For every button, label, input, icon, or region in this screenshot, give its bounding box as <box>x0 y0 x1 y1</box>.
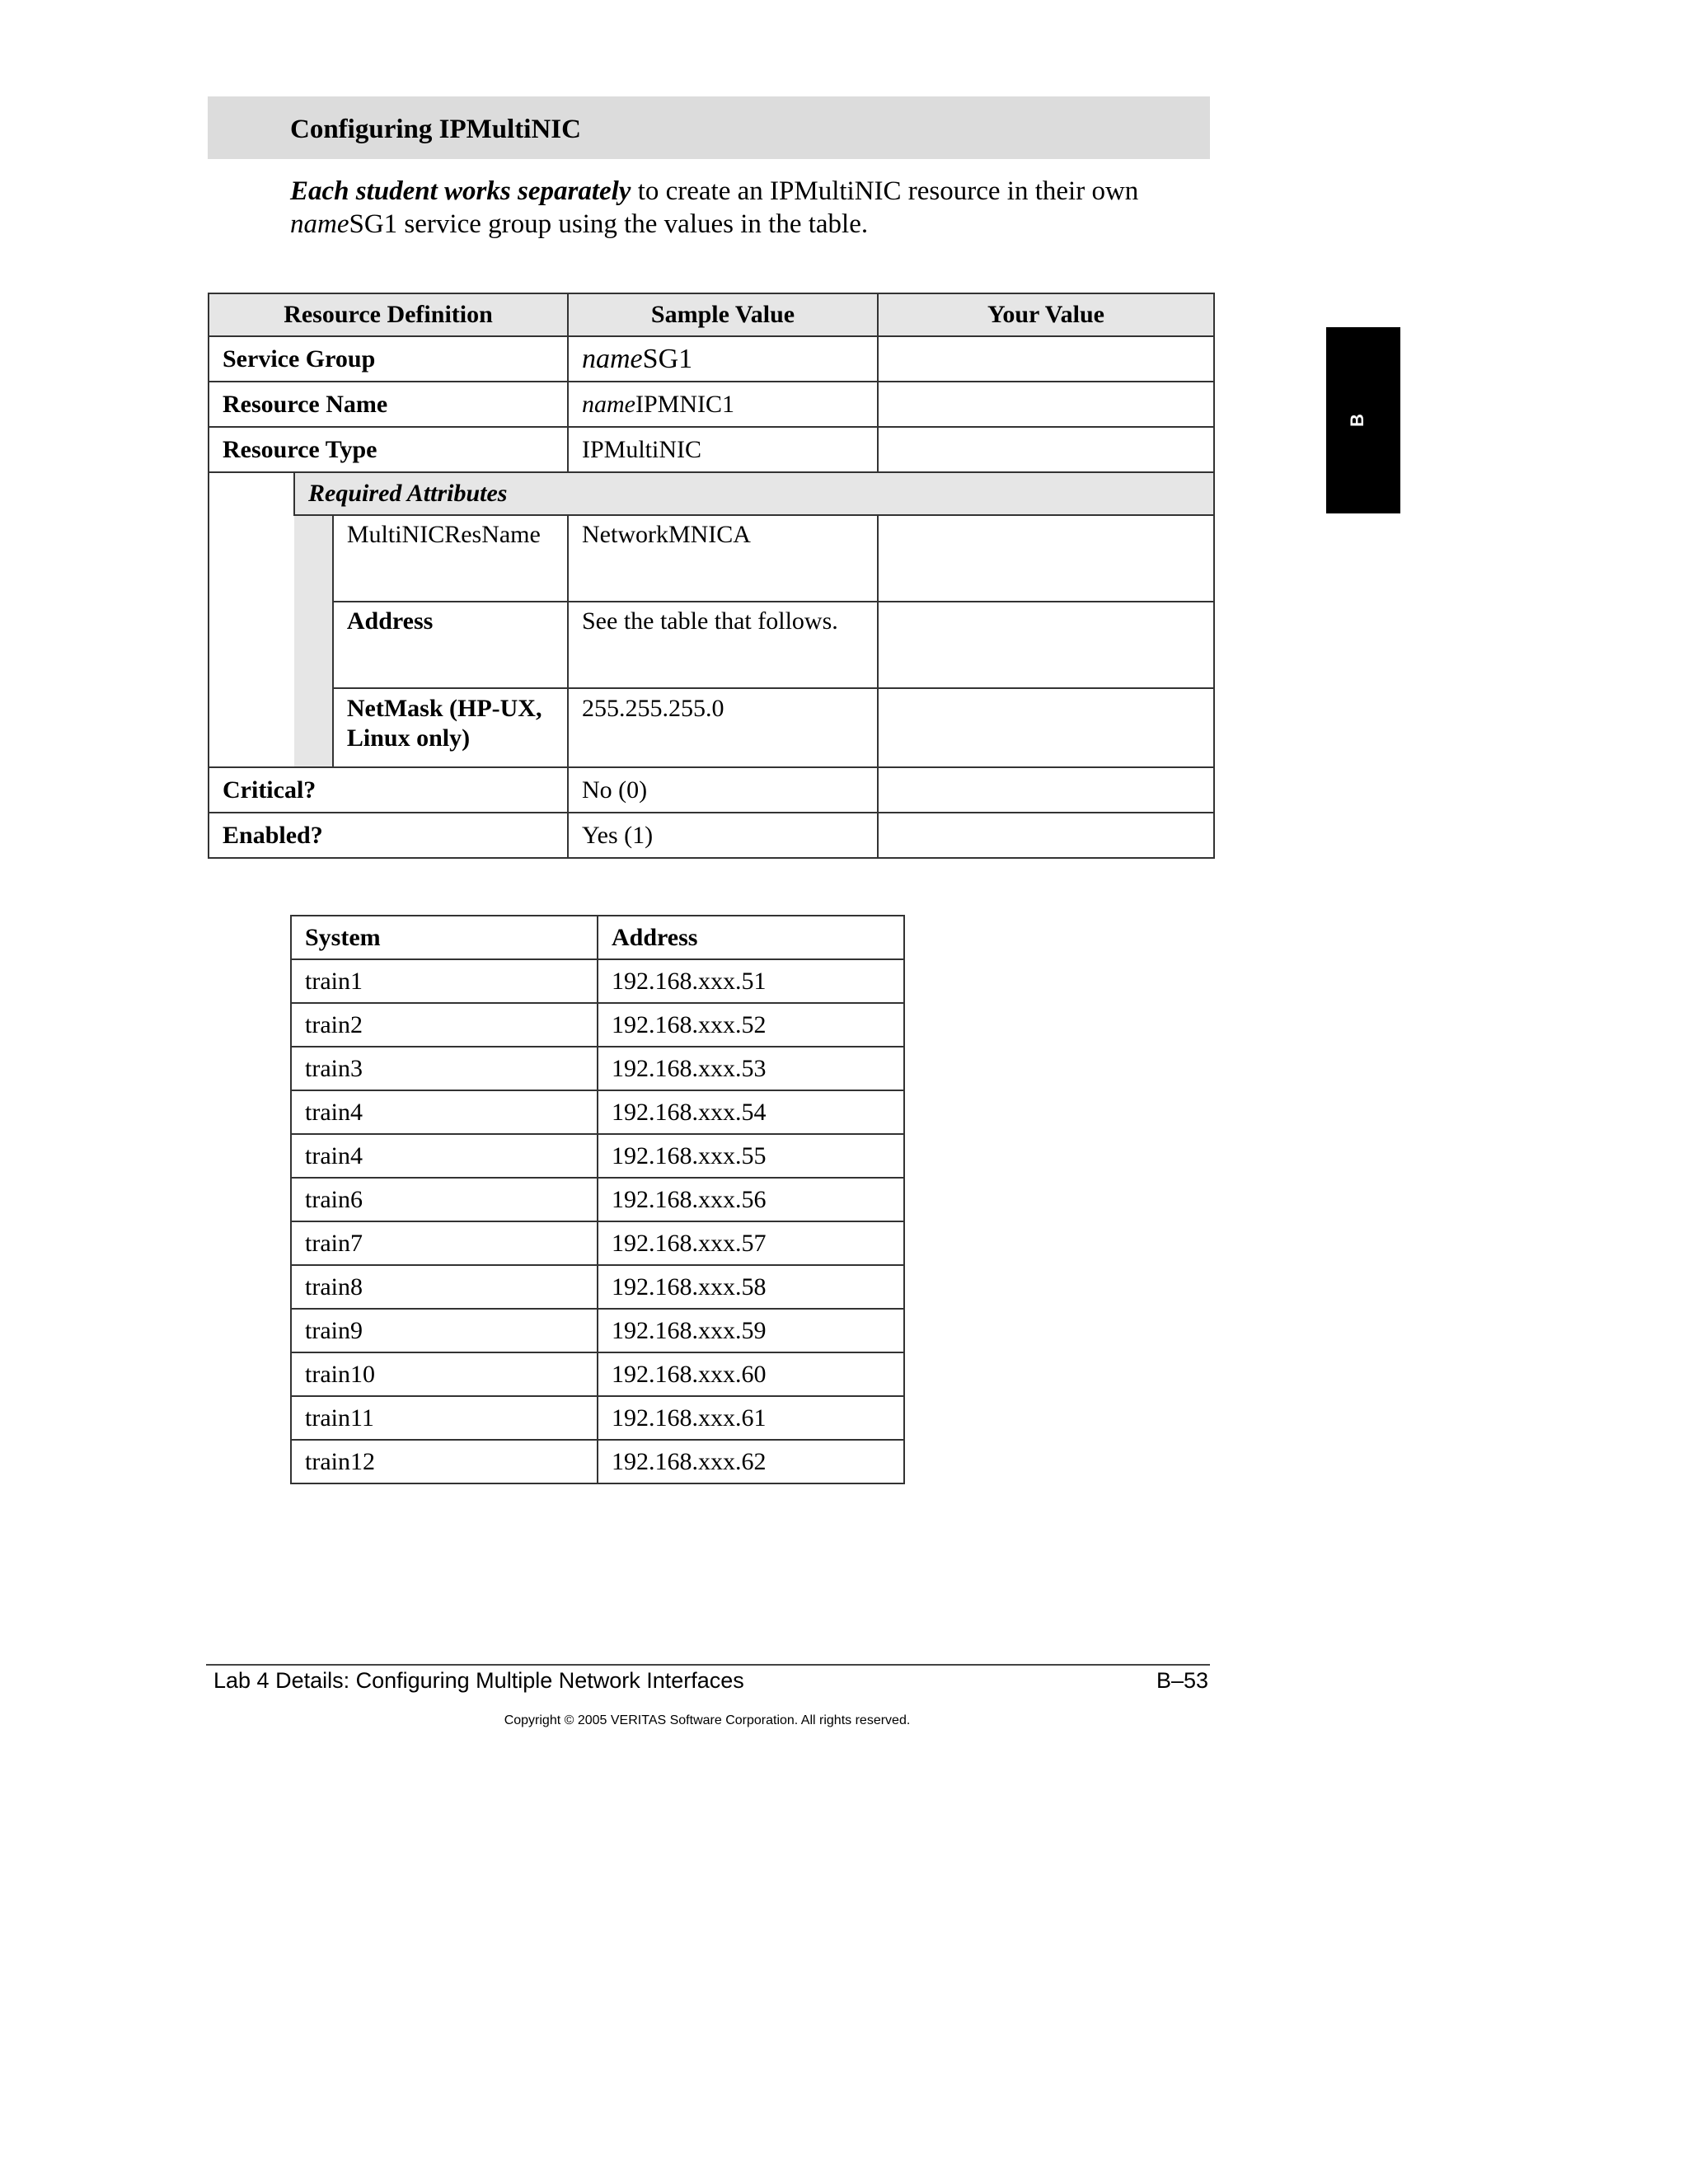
header-resource-definition: Resource Definition <box>209 293 568 336</box>
attr-row-netmask <box>209 688 1214 767</box>
critical-your-value[interactable] <box>878 767 1214 813</box>
resource-table <box>208 293 1215 859</box>
service-group-your-value[interactable] <box>878 336 1214 382</box>
service-group-value: SG1 <box>642 343 693 374</box>
address-cell: 192.168.xxx.62 <box>598 1440 904 1483</box>
service-group-sample <box>568 336 878 382</box>
address-cell: 192.168.xxx.59 <box>598 1309 904 1352</box>
attr-your-netmask[interactable] <box>878 688 1214 767</box>
address-cell: 192.168.xxx.51 <box>598 959 904 1003</box>
address-cell: 192.168.xxx.53 <box>598 1047 904 1090</box>
resource-name-italic: name <box>582 390 635 418</box>
system-cell: train11 <box>291 1396 598 1440</box>
footer-copyright: Copyright © 2005 VERITAS Software Corporation. All rights reserved. <box>504 1713 911 1727</box>
resource-name-label: Resource Name <box>209 382 568 427</box>
table-row <box>291 1047 904 1090</box>
enabled-label: Enabled? <box>209 813 568 858</box>
system-cell: train4 <box>291 1134 598 1178</box>
system-cell: train1 <box>291 959 598 1003</box>
system-cell: train8 <box>291 1265 598 1309</box>
table-row <box>291 959 904 1003</box>
table-row <box>291 1352 904 1396</box>
attr-value-address: See the table that follows. <box>568 602 878 688</box>
enabled-your-value[interactable] <box>878 813 1214 858</box>
system-cell: train9 <box>291 1309 598 1352</box>
row-resource-type <box>209 427 1214 472</box>
table-row <box>291 1003 904 1047</box>
section-heading-bar <box>208 96 1210 159</box>
address-cell: 192.168.xxx.56 <box>598 1178 904 1221</box>
address-cell: 192.168.xxx.55 <box>598 1134 904 1178</box>
system-cell: train4 <box>291 1090 598 1134</box>
attr-row-address <box>209 602 1214 688</box>
table-row <box>291 1090 904 1134</box>
header-system: System <box>291 916 598 959</box>
attr-row-multinicresname <box>209 515 1214 602</box>
appendix-side-tab <box>1326 327 1400 513</box>
required-attributes-heading: Required Attributes <box>294 472 1214 515</box>
address-cell: 192.168.xxx.54 <box>598 1090 904 1134</box>
attr-name-netmask: NetMask (HP-UX, Linux only) <box>333 688 568 767</box>
section-heading: Configuring IPMultiNIC <box>290 115 581 144</box>
system-cell: train6 <box>291 1178 598 1221</box>
attr-name-multinicresname: MultiNICResName <box>333 515 568 602</box>
address-cell: 192.168.xxx.60 <box>598 1352 904 1396</box>
resource-type-sample: IPMultiNIC <box>568 427 878 472</box>
footer-divider <box>206 1664 1210 1666</box>
row-service-group <box>209 336 1214 382</box>
table-row <box>291 1396 904 1440</box>
header-sample-value: Sample Value <box>568 293 878 336</box>
attr-value-multinicresname: NetworkMNICA <box>568 515 878 602</box>
table-row <box>291 1134 904 1178</box>
critical-label: Critical? <box>209 767 568 813</box>
address-cell: 192.168.xxx.61 <box>598 1396 904 1440</box>
resource-type-label: Resource Type <box>209 427 568 472</box>
resource-name-value: IPMNIC1 <box>635 390 734 418</box>
address-cell: 192.168.xxx.57 <box>598 1221 904 1265</box>
attr-value-netmask: 255.255.255.0 <box>568 688 878 767</box>
table-row <box>291 1440 904 1483</box>
attribute-indent-strip <box>294 515 333 767</box>
resource-name-your-value[interactable] <box>878 382 1214 427</box>
system-cell: train2 <box>291 1003 598 1047</box>
row-enabled <box>209 813 1214 858</box>
service-group-italic: name <box>582 343 643 374</box>
table-row <box>291 1265 904 1309</box>
footer-page-number: B–53 <box>1156 1668 1208 1693</box>
footer-chapter-title: Lab 4 Details: Configuring Multiple Network Interfaces <box>213 1668 744 1693</box>
attr-your-multinicresname[interactable] <box>878 515 1214 602</box>
system-cell: train10 <box>291 1352 598 1396</box>
indent-spacer <box>209 472 294 767</box>
table-row <box>291 1309 904 1352</box>
system-cell: train3 <box>291 1047 598 1090</box>
row-resource-name <box>209 382 1214 427</box>
system-table-header <box>291 916 904 959</box>
side-tab-letter: B <box>1346 414 1367 427</box>
intro-name-italic: name <box>290 209 349 239</box>
service-group-label: Service Group <box>209 336 568 382</box>
critical-sample: No (0) <box>568 767 878 813</box>
system-address-table <box>290 915 905 1484</box>
resource-name-sample <box>568 382 878 427</box>
intro-text-2: SG1 service group using the values in the table. <box>349 209 869 239</box>
row-critical <box>209 767 1214 813</box>
table-row <box>291 1221 904 1265</box>
attr-name-address: Address <box>333 602 568 688</box>
header-your-value: Your Value <box>878 293 1214 336</box>
resource-table-header <box>209 293 1214 336</box>
intro-paragraph <box>290 175 1205 241</box>
enabled-sample: Yes (1) <box>568 813 878 858</box>
table-row <box>291 1178 904 1221</box>
attr-your-address[interactable] <box>878 602 1214 688</box>
address-cell: 192.168.xxx.58 <box>598 1265 904 1309</box>
intro-text-1: to create an IPMultiNIC resource in their own <box>631 176 1139 206</box>
row-required-attributes <box>209 472 1214 515</box>
address-cell: 192.168.xxx.52 <box>598 1003 904 1047</box>
system-cell: train12 <box>291 1440 598 1483</box>
system-cell: train7 <box>291 1221 598 1265</box>
header-address: Address <box>598 916 904 959</box>
resource-type-your-value[interactable] <box>878 427 1214 472</box>
intro-emphasis: Each student works separately <box>290 176 631 206</box>
